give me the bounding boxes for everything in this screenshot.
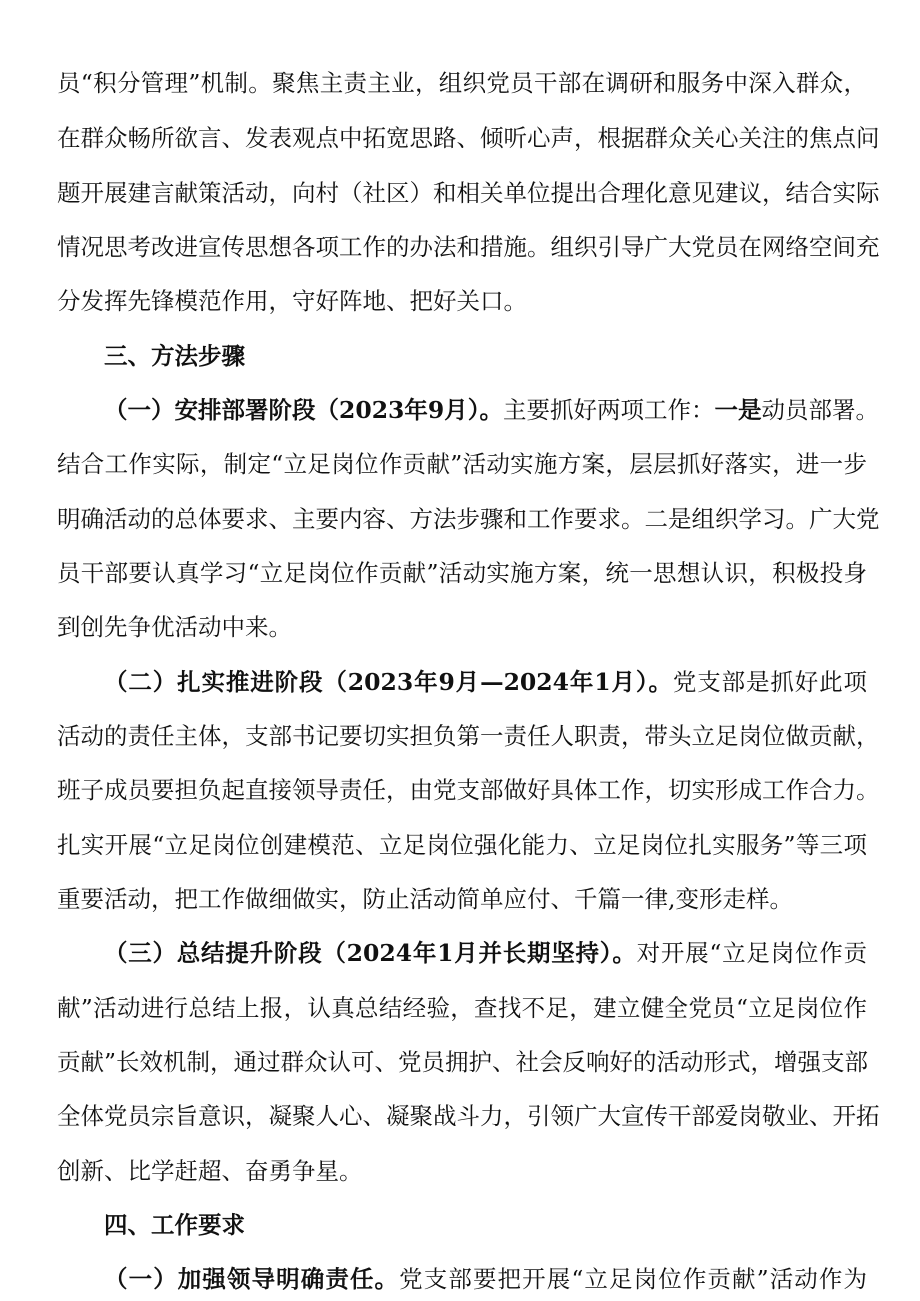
paragraph-line: 贡献”长效机制，通过群众认可、党员拥护、社会反响好的活动形式，增强支部	[57, 1048, 869, 1076]
subsection-text: 党支部要把开展“立足岗位作贡献”活动作为	[399, 1265, 868, 1293]
paragraph-line: 全体党员宗旨意识，凝聚人心、凝聚战斗力，引领广大宣传干部爱岗敬业、开拓	[57, 1102, 880, 1130]
paragraph-line: 重要活动，把工作做细做实，防止活动简单应付、千篇一律,变形走样。	[57, 885, 793, 913]
paragraph-line: 在群众畅所欲言、发表观点中拓宽思路、倾听心声，根据群众关心关注的焦点问	[57, 124, 880, 152]
paragraph-line: 班子成员要担负起直接领导责任，由党支部做好具体工作，切实形成工作合力。	[57, 776, 880, 804]
subsection-first-line	[104, 938, 867, 968]
section-heading: 四、工作要求	[104, 1211, 245, 1239]
subsection-text: 对开展“立足岗位作贡	[636, 939, 867, 967]
subsection-title: （一）安排部署阶段（2023年9月）。	[104, 396, 504, 424]
paragraph-line: 到创先争优活动中来。	[57, 613, 292, 641]
subsection-first-line	[104, 1264, 867, 1294]
paragraph-line: 活动的责任主体，支部书记要切实担负第一责任人职责，带头立足岗位做贡献，	[57, 722, 880, 750]
paragraph-line: 题开展建言献策活动，向村（社区）和相关单位提出合理化意见建议，结合实际	[57, 179, 880, 207]
paragraph-line: 献”活动进行总结上报，认真总结经验，查找不足，建立健全党员“立足岗位作	[57, 994, 867, 1022]
subsection-text: 党支部是抓好此项	[672, 668, 867, 696]
subsection-title: （三）总结提升阶段（2024年1月并长期坚持）。	[104, 939, 637, 967]
paragraph-line: 情况思考改进宣传思想各项工作的办法和措施。组织引导广大党员在网络空间充	[57, 233, 880, 261]
section-heading: 三、方法步骤	[104, 342, 245, 370]
subsection-first-line	[104, 395, 880, 425]
paragraph-line: 结合工作实际，制定“立足岗位作贡献”活动实施方案，层层抓好落实，进一步	[57, 450, 867, 478]
paragraph-line: 明确活动的总体要求、主要内容、方法步骤和工作要求。二是组织学习。广大党	[57, 505, 880, 533]
subsection-text: 动员部署。	[761, 396, 880, 424]
paragraph-line: 员“积分管理”机制。聚焦主责主业，组织党员干部在调研和服务中深入群众，	[57, 69, 867, 97]
subsection-text-bold: 一是	[714, 396, 762, 424]
subsection-first-line	[104, 667, 867, 697]
paragraph-line: 创新、比学赶超、奋勇争星。	[57, 1157, 363, 1185]
paragraph-line: 分发挥先锋模范作用，守好阵地、把好关口。	[57, 287, 527, 315]
subsection-text: 主要抓好两项工作：	[503, 396, 715, 424]
subsection-title: （二）扎实推进阶段（2023年9月—2024年1月）。	[104, 668, 673, 696]
paragraph-line: 扎实开展“立足岗位创建模范、立足岗位强化能力、立足岗位扎实服务”等三项	[57, 831, 867, 859]
paragraph-line: 员干部要认真学习“立足岗位作贡献”活动实施方案，统一思想认识，积极投身	[57, 559, 867, 587]
subsection-title: （一）加强领导明确责任。	[104, 1265, 400, 1293]
